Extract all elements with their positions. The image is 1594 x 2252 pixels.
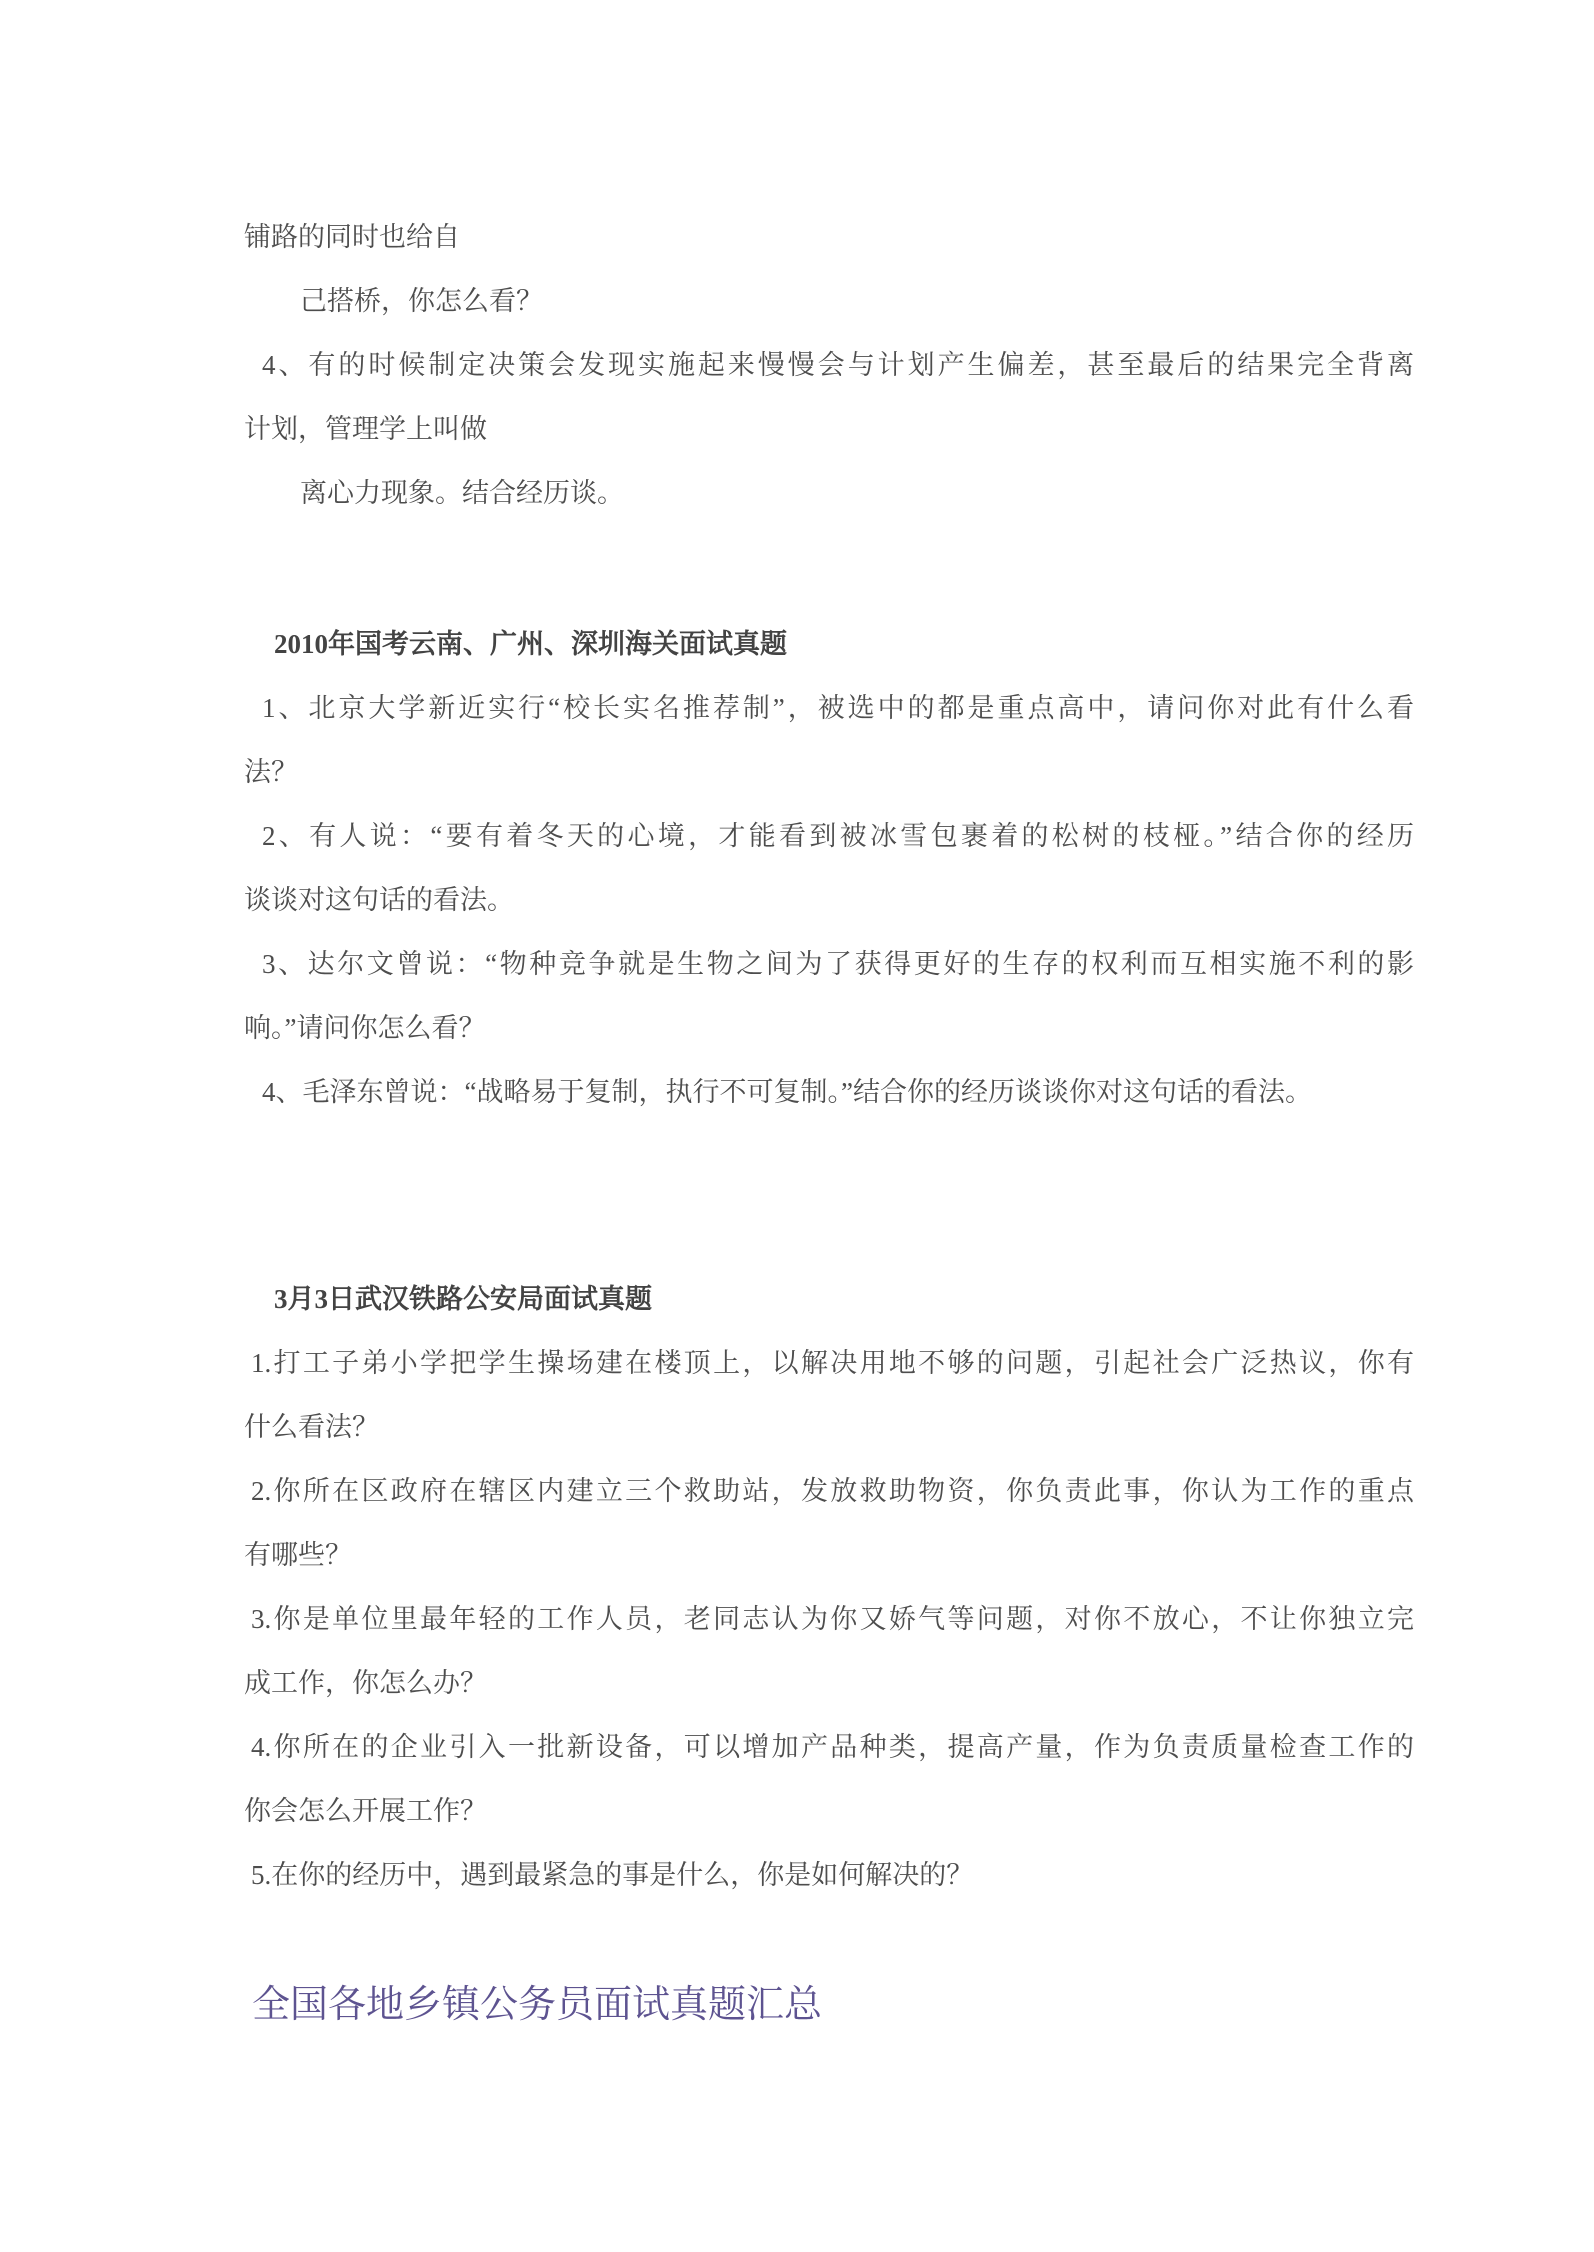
- section-heading-railway-police: 3月3日武汉铁路公安局面试真题: [274, 1284, 652, 1314]
- doc-line: 谈谈对这句话的看法。: [244, 885, 514, 915]
- doc-line: 铺路的同时也给自: [244, 222, 460, 252]
- doc-line: 响。”请问你怎么看？: [244, 1013, 486, 1043]
- document-content: [244, 205, 1414, 2037]
- doc-line-question: 2.你所在区政府在辖区内建立三个救助站，发放救助物资，你负责此事，你认为工作的重点: [251, 1476, 1414, 1506]
- doc-line: 有哪些？: [244, 1540, 352, 1570]
- doc-line: 你会怎么开展工作？: [244, 1796, 487, 1826]
- section-heading-customs: 2010年国考云南、广州、深圳海关面试真题: [274, 629, 787, 659]
- doc-line-question: 4.你所在的企业引入一批新设备，可以增加产品种类，提高产量，作为负责质量检查工作的: [251, 1732, 1414, 1762]
- doc-line: 4、有的时候制定决策会发现实施起来慢慢会与计划产生偏差，甚至最后的结果完全背离: [262, 350, 1414, 380]
- doc-line-question: 2、有人说：“要有着冬天的心境，才能看到被冰雪包裹着的松树的枝桠。”结合你的经历: [262, 821, 1414, 851]
- page-title: 全国各地乡镇公务员面试真题汇总: [252, 1984, 823, 2026]
- doc-line: 法？: [244, 757, 298, 787]
- doc-line-question: 3、达尔文曾说：“物种竞争就是生物之间为了获得更好的生存的权利而互相实施不利的影: [262, 949, 1414, 979]
- doc-line-question: 1、北京大学新近实行“校长实名推荐制”，被选中的都是重点高中，请问你对此有什么看: [262, 693, 1414, 723]
- doc-line-question: 5.在你的经历中，遇到最紧急的事是什么，你是如何解决的？: [251, 1860, 974, 1890]
- doc-line: 离心力现象。结合经历谈。: [300, 478, 624, 508]
- doc-line-question: 3.你是单位里最年轻的工作人员，老同志认为你又娇气等问题，对你不放心，不让你独立完: [251, 1604, 1414, 1634]
- doc-line: 己搭桥，你怎么看？: [300, 286, 543, 316]
- doc-line-question: 4、毛泽东曾说：“战略易于复制，执行不可复制。”结合你的经历谈谈你对这句话的看法。: [262, 1077, 1312, 1107]
- doc-line: 什么看法？: [244, 1412, 379, 1442]
- doc-line: 计划，管理学上叫做: [244, 414, 487, 444]
- doc-line: 成工作，你怎么办？: [244, 1668, 487, 1698]
- doc-line-question: 1.打工子弟小学把学生操场建在楼顶上，以解决用地不够的问题，引起社会广泛热议，你有: [251, 1348, 1414, 1378]
